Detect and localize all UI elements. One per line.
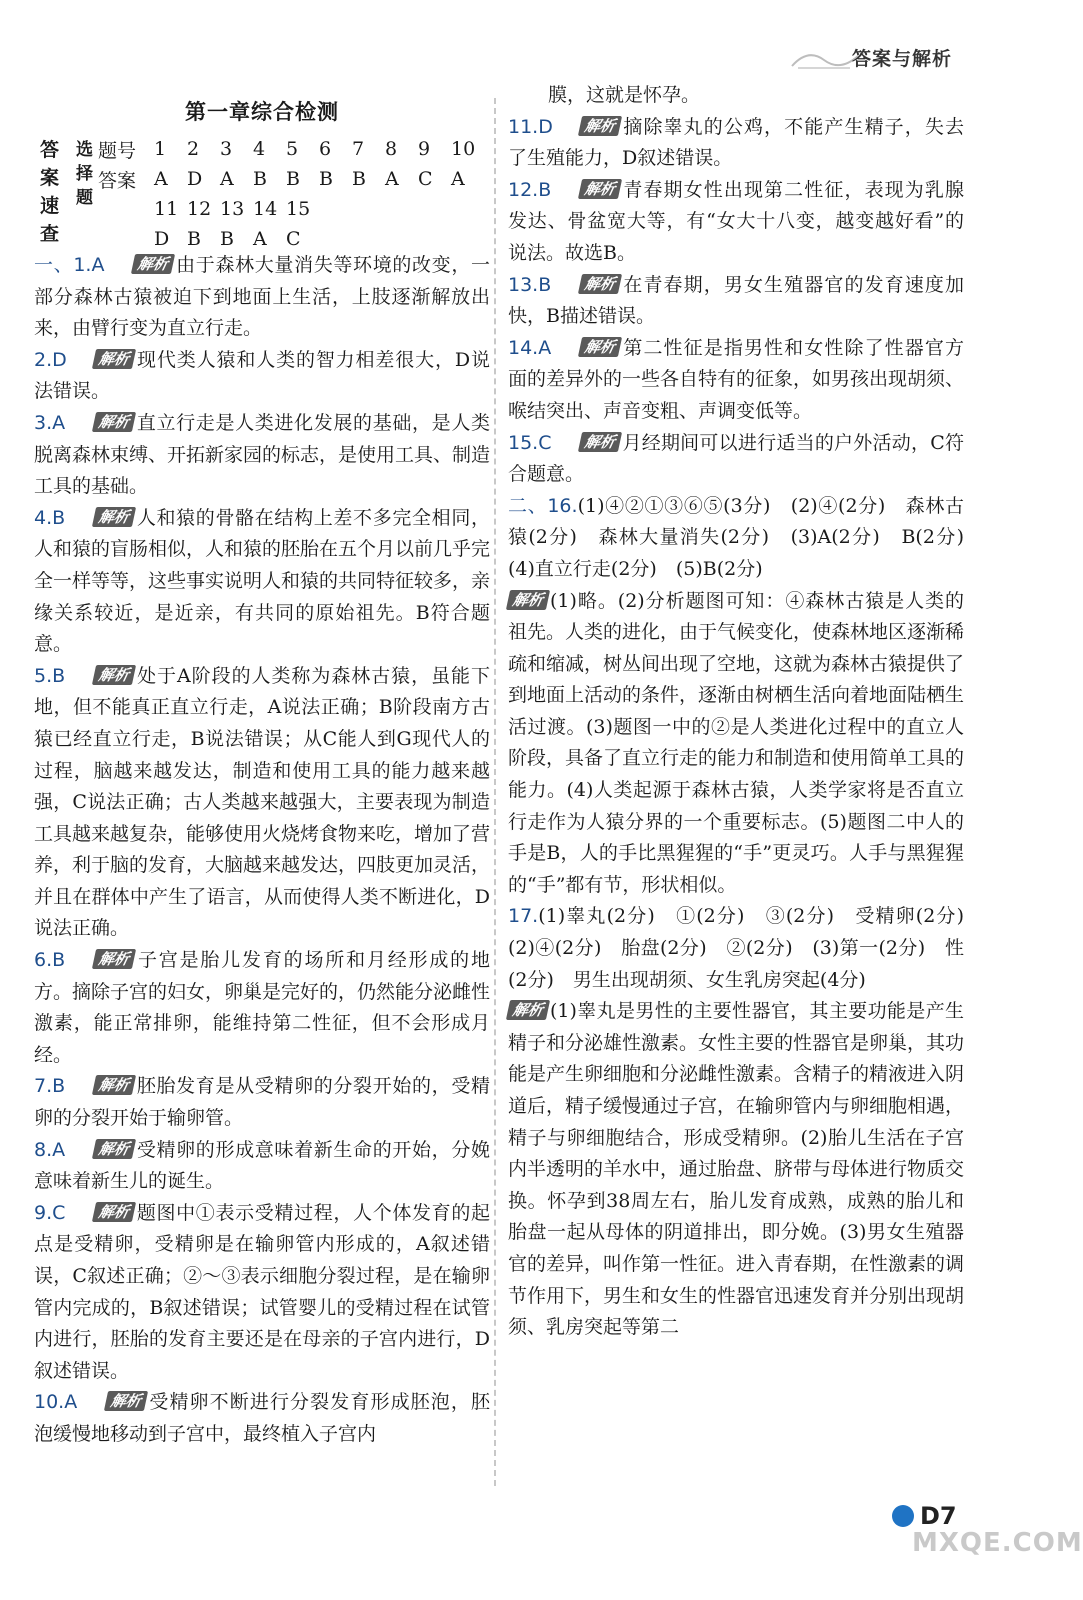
qnum-cell: 9 bbox=[418, 138, 431, 160]
answer-entry bbox=[34, 408, 490, 503]
answer-cell: B bbox=[352, 168, 366, 190]
header-title: 答案与解析 bbox=[852, 48, 953, 70]
qnum-cell: 7 bbox=[352, 138, 365, 160]
answer-entry bbox=[34, 1387, 490, 1450]
answer-letter: D bbox=[538, 115, 553, 138]
answer-letter: B bbox=[52, 664, 66, 687]
question-number-row bbox=[98, 134, 484, 164]
analysis-text: (1)睾丸是男性的主要性器官，其主要功能是产生精子和分泌雄性激素。女性主要的性器官是卵巢，其功能是产生卵细胞和分泌雌性激素。含精子的精液进入阴道后，精子缓慢通过子宫，在输卵管内与卵细胞相遇，精子与卵细胞结合，形成受精卵。(2)胎儿生活在子宫内半透明的羊水中，通过胎盘、脐带与母体进行物质交换。怀孕到38周左右，胎儿发育成熟，成熟的胎儿和胎盘一起从母体的阴道排出，即分娩。(3)男女生殖器官的差异，叫作第一性征。进入青春期，在性激素的调节作用下，男生和女生的性器官迅速发育并分别出现胡须、乳房突起等第二 bbox=[508, 1000, 965, 1339]
qnum-cell: 2 bbox=[187, 138, 200, 160]
row-label: 答案 bbox=[98, 169, 137, 192]
analysis-entry-16 bbox=[508, 586, 964, 902]
question-number: 二、16. bbox=[508, 494, 578, 517]
question-number: 8. bbox=[34, 1138, 53, 1161]
answer-letter: B bbox=[538, 273, 552, 296]
qnum-cell: 6 bbox=[319, 138, 332, 160]
analysis-tag: 解析 bbox=[92, 349, 136, 369]
analysis-text: 子宫是胎儿发育的场所和月经形成的地方。摘除子宫的妇女，卵巢是完好的，仍然能分泌雌性激素，能正常排卵，能维持第二性征，但不会形成月经。 bbox=[34, 949, 491, 1066]
analysis-tag: 解析 bbox=[578, 337, 622, 357]
analysis-text: 第二性征是指男性和女性除了性器官方面的差异外的一些各自特有的征象，如男孩出现胡须、喉结突出、声音变粗、声调变低等。 bbox=[508, 336, 965, 422]
analysis-text: 摘除睾丸的公鸡，不能产生精子，失去了生殖能力，D叙述错误。 bbox=[508, 115, 964, 170]
answer-letter: B bbox=[538, 178, 552, 201]
row-label: 题号 bbox=[98, 139, 137, 162]
analysis-tag: 解析 bbox=[578, 274, 622, 294]
question-number: 4. bbox=[34, 506, 53, 529]
analysis-tag: 解析 bbox=[92, 665, 136, 685]
qnum-cell: 3 bbox=[220, 138, 233, 160]
question-number: 14. bbox=[508, 336, 539, 359]
question-number: 10. bbox=[34, 1391, 65, 1414]
qnum-cell: 4 bbox=[253, 138, 266, 160]
question-number: 2. bbox=[34, 348, 53, 371]
analysis-text: 由于森林大量消失等环境的改变，一部分森林古猿被迫下到地面上生活，上肢逐渐解放出来，由臂行变为直立行走。 bbox=[34, 254, 490, 340]
analysis-tag: 解析 bbox=[506, 1000, 550, 1020]
question-number: 15. bbox=[508, 431, 539, 454]
analysis-text: 现代类人猿和人类的智力相差很大，D说法错误。 bbox=[34, 348, 490, 403]
answer-cell: A bbox=[220, 168, 234, 190]
qnum-cell: 13 bbox=[220, 198, 245, 220]
qnum-cell: 15 bbox=[286, 198, 311, 220]
answer-cell: D bbox=[154, 228, 170, 250]
analysis-tag: 解析 bbox=[506, 590, 550, 610]
right-column bbox=[508, 80, 984, 1344]
page-header bbox=[790, 38, 1030, 78]
answer-entry bbox=[508, 112, 964, 175]
analysis-tag: 解析 bbox=[92, 1075, 136, 1095]
question-number: 7. bbox=[34, 1075, 53, 1098]
answer-entry bbox=[34, 1071, 490, 1134]
qnum-cell: 8 bbox=[385, 138, 398, 160]
analysis-tag: 解析 bbox=[92, 1202, 136, 1222]
answer-letter: A bbox=[52, 1138, 66, 1161]
header-swoosh-icon bbox=[790, 46, 860, 70]
answer-speed-check bbox=[34, 132, 490, 250]
answer-entry bbox=[508, 175, 964, 270]
question-number: 5. bbox=[34, 664, 53, 687]
page-number: D7 bbox=[920, 1502, 957, 1530]
answer-cell: A bbox=[253, 228, 267, 250]
answer-entry bbox=[34, 345, 490, 408]
continued-text: 膜，这就是怀孕。 bbox=[548, 84, 701, 106]
answer-letter: D bbox=[52, 348, 67, 371]
left-column bbox=[34, 80, 490, 1451]
page-marker-icon bbox=[892, 1505, 914, 1527]
qnum-cell: 14 bbox=[253, 198, 278, 220]
answer-letter: A bbox=[52, 411, 66, 434]
answer-entry bbox=[34, 661, 490, 945]
answer-entry-17 bbox=[508, 901, 984, 996]
question-number: 3. bbox=[34, 411, 53, 434]
answer-entry bbox=[34, 503, 490, 661]
watermark: MXQE.COM bbox=[912, 1528, 1083, 1558]
analysis-text: 在青春期，男女生殖器官的发育速度加快，B描述错误。 bbox=[508, 273, 964, 328]
analysis-text: 人和猿的骨骼在结构上差不多完全相同，人和猿的盲肠相似，人和猿的胚胎在五个月以前几乎完全一样等等，这些事实说明人和猿的共同特征较多，亲缘关系较近，是近亲，有共同的原始祖先。B符合题意。 bbox=[34, 506, 491, 656]
question-number: 6. bbox=[34, 949, 53, 972]
answer-cell: B bbox=[286, 168, 300, 190]
qnum-cell: 11 bbox=[154, 198, 179, 220]
answer-cell: B bbox=[253, 168, 267, 190]
analysis-text: (1)略。(2)分析题图可知：④森林古猿是人类的祖先。人类的进化，由于气候变化，使森林地区逐渐稀疏和缩减，树丛间出现了空地，这就为森林古猿提供了到地面上活动的条件，逐渐由树栖生活向着地面陆栖生活过渡。(3)题图一中的②是人类进化过程中的直立人阶段，具备了直立行走的能力和制造和使用简单工具的能力。(4)人类起源于森林古猿，人类学家将是否直立行走作为人猿分界的一个重要标志。(5)题图二中人的手是B，人的手比黑猩猩的“手”更灵巧。人手与黑猩猩的“手”都有节，形状相似。 bbox=[508, 589, 965, 896]
question-number: 一、1. bbox=[34, 254, 92, 276]
analysis-tag: 解析 bbox=[92, 949, 136, 969]
analysis-text: 直立行走是人类进化发展的基础，是人类脱离森林束缚、开拓新家园的标志，是使用工具、制造工具的基础。 bbox=[34, 411, 491, 498]
question-number: 9. bbox=[34, 1201, 53, 1224]
question-number: 17. bbox=[508, 905, 539, 928]
answer-cell: C bbox=[286, 228, 301, 250]
speed-check-label: 答案速查 bbox=[40, 139, 60, 245]
answer-letter: A bbox=[91, 254, 105, 276]
answer-cell: A bbox=[385, 168, 399, 190]
answer-letter: B bbox=[52, 506, 66, 529]
answer-cell: B bbox=[187, 228, 201, 250]
answer-entry bbox=[34, 945, 490, 1071]
answer-entry bbox=[508, 333, 964, 428]
answer-letter: B bbox=[52, 1075, 66, 1098]
answer-entry bbox=[508, 270, 964, 333]
answer-cell: A bbox=[154, 168, 168, 190]
analysis-text: 青春期女性出现第二性征，表现为乳腺发达、骨盆宽大等，有“女大十八变，越变越好看”的说法。故选B。 bbox=[508, 178, 964, 264]
answer-letter: A bbox=[64, 1391, 78, 1414]
analysis-entry-17 bbox=[508, 996, 964, 1344]
answer-entry bbox=[34, 1135, 490, 1198]
question-number-row-2 bbox=[98, 194, 484, 224]
analysis-tag: 解析 bbox=[92, 507, 136, 527]
answer-cell: B bbox=[220, 228, 234, 250]
question-number: 12. bbox=[508, 178, 539, 201]
qnum-cell: 1 bbox=[154, 138, 167, 160]
analysis-tag: 解析 bbox=[131, 254, 175, 274]
qnum-cell: 12 bbox=[187, 198, 212, 220]
answer-letter: C bbox=[52, 1201, 66, 1224]
answer-letter: A bbox=[538, 336, 552, 359]
analysis-text: 处于A阶段的人类称为森林古猿，虽能下地，但不能真正直立行走，A说法正确；B阶段南方古猿已经直立行走，B说法错误；从C能人到G现代人的过程，脑越来越发达，制造和使用工具的能力越来越强，C说法正确；古人类越来越强大，主要表现为制造工具越来越复杂，能够使用火烧烤食物来吃，增加了营养，利于脑的发育，大脑越来越发达，四肢更加灵活，并且在群体中产生了语言，从而使得人类不断进化，D说法正确。 bbox=[34, 664, 491, 940]
analysis-text: 题图中①表示受精过程，人个体发育的起点是受精卵，受精卵是在输卵管内形成的，A叙述错误，C叙述正确；②～③表示细胞分裂过程，是在输卵管内完成的，B叙述错误；试管婴儿的受精过程在试管内进行，胚胎的发育主要还是在母亲的子宫内进行，D叙述错误。 bbox=[34, 1201, 490, 1382]
question-number: 11. bbox=[508, 115, 539, 138]
analysis-tag: 解析 bbox=[578, 432, 622, 452]
answer-text: (1)④②①③⑥⑤(3分) (2)④(2分) 森林古猿(2分) 森林大量消失(2分) (3)A(2分) B(2分) (4)直立行走(2分) (5)B(2分) bbox=[508, 494, 984, 580]
answer-letter: B bbox=[52, 949, 66, 972]
analysis-text: 月经期间可以进行适当的户外活动，C符合题意。 bbox=[508, 431, 964, 486]
analysis-text: 胚胎发育是从受精卵的分裂开始的，受精卵的分裂开始于输卵管。 bbox=[34, 1075, 490, 1130]
answer-text: (1)睾丸(2分) ①(2分) ③(2分) 受精卵(2分) (2)④(2分) 胎盘(2分) ②(2分) (3)第一(2分) 性(2分) 男生出现胡须、女生乳房突起(4分) bbox=[508, 905, 984, 991]
answer-entry bbox=[508, 428, 964, 491]
answer-entry bbox=[34, 250, 490, 345]
speed-check-grid bbox=[98, 134, 484, 254]
analysis-tag: 解析 bbox=[578, 179, 622, 199]
analysis-tag: 解析 bbox=[92, 1139, 136, 1159]
analysis-text: 受精卵不断进行分裂发育形成胚泡，胚泡缓慢地移动到子宫中，最终植入子宫内 bbox=[34, 1391, 490, 1445]
answer-cell: D bbox=[187, 168, 203, 190]
answer-entry bbox=[34, 1198, 490, 1388]
analysis-tag: 解析 bbox=[92, 412, 136, 432]
qnum-cell: 5 bbox=[286, 138, 299, 160]
analysis-tag: 解析 bbox=[578, 116, 622, 136]
chapter-title: 第一章综合检测 bbox=[185, 100, 339, 124]
column-divider bbox=[494, 98, 496, 1486]
answer-letter: C bbox=[538, 431, 552, 454]
question-number: 13. bbox=[508, 273, 539, 296]
answer-cell: C bbox=[418, 168, 433, 190]
answer-cell: A bbox=[451, 168, 465, 190]
qnum-cell: 10 bbox=[451, 138, 476, 160]
choice-questions-label: 选择题 bbox=[76, 140, 93, 208]
answer-row-2 bbox=[98, 224, 484, 254]
analysis-tag: 解析 bbox=[104, 1391, 148, 1411]
answer-cell: B bbox=[319, 168, 333, 190]
analysis-text: 受精卵的形成意味着新生命的开始，分娩意味着新生儿的诞生。 bbox=[34, 1138, 490, 1193]
answer-row bbox=[98, 164, 484, 194]
answer-entry-16 bbox=[508, 491, 984, 586]
